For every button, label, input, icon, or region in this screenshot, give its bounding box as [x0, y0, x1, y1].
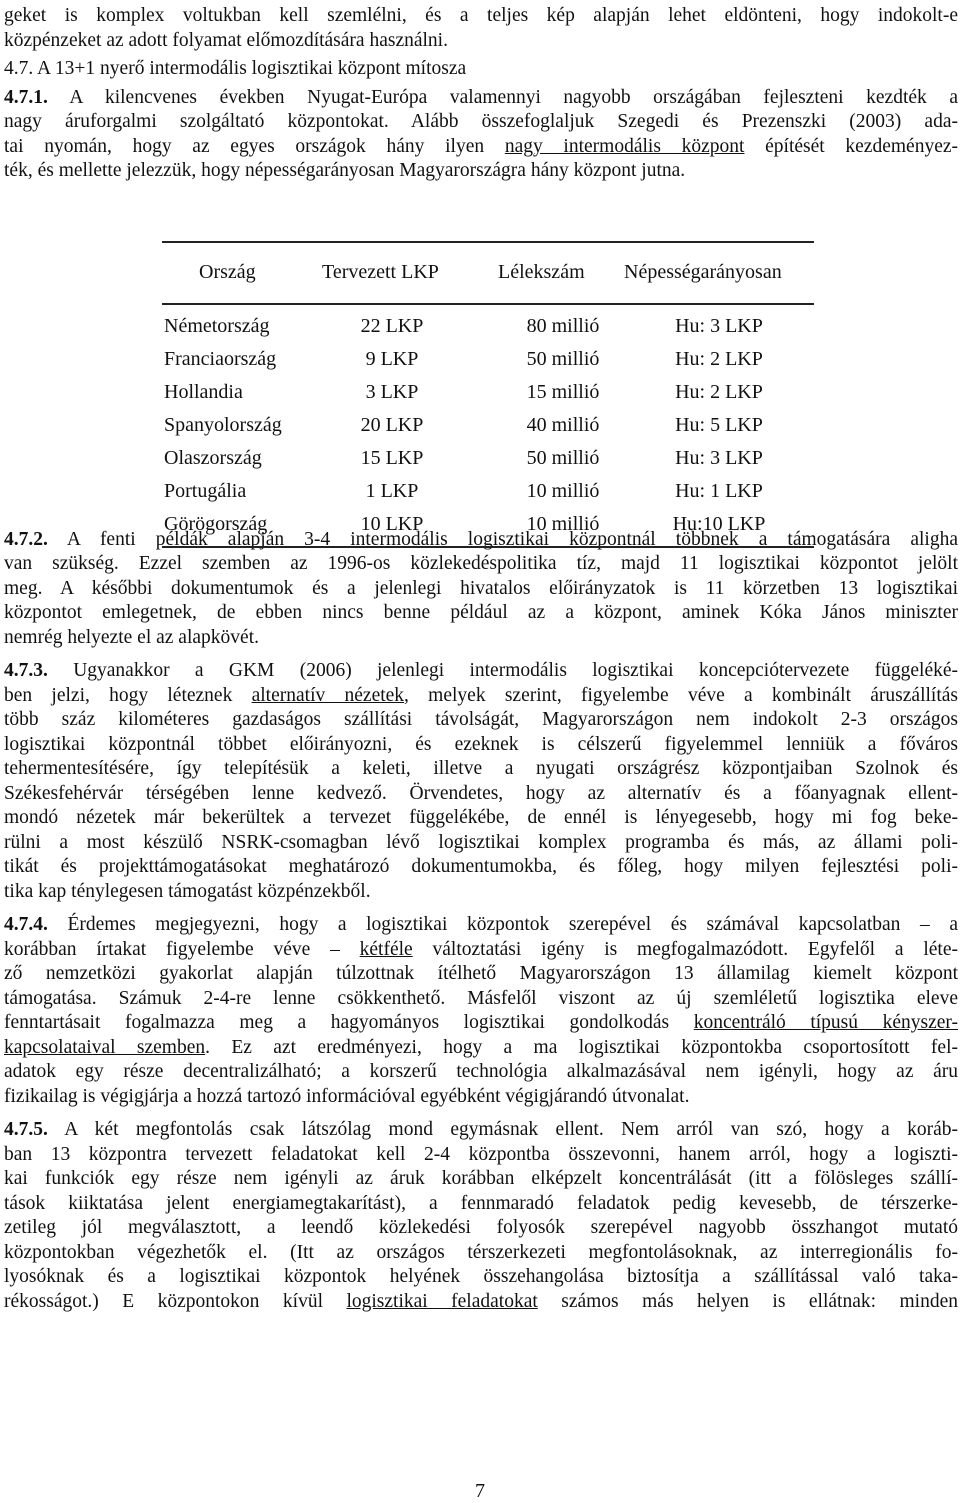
cell-population: 80 millió [526, 315, 600, 337]
paragraph-4-7-3-line-1 [4, 659, 958, 684]
cell-lkp: 3 LKP [365, 381, 419, 403]
lkp-table [162, 241, 814, 548]
paragraph-4-7-4-line-5 [4, 1011, 958, 1036]
paragraph-4-7-3-line-9: tikát és projekttámogatásokat meghatározó dokumentumokba, és főleg, hogy milyen fejlesztési poli- [4, 856, 958, 877]
cell-proportional: Hu:10 LKP [672, 513, 766, 535]
text-span: . Ez azt eredményezi, hogy a ma logisztikai központokba csoportosított fel- [205, 1036, 958, 1058]
paragraph-text: A kilencvenes években Nyugat-Európa valamennyi nagyobb országában fejleszteni kezdték a [47, 86, 958, 108]
cell-proportional: Hu: 1 LKP [675, 480, 763, 502]
header-population: Lélekszám [498, 261, 585, 283]
underlined-term: kapcsolataival szemben [4, 1036, 206, 1058]
intro-line-1: geket is komplex voltukban kell szemlélni, és a teljes kép alapján lehet eldönteni, hogy indokolt-e [4, 5, 958, 26]
paragraph-text: A fenti példák alapján 3-4 intermodális logisztikai központnál többnek a támogatására aligha [47, 528, 958, 550]
cell-population: 40 millió [526, 414, 600, 436]
header-proportional: Népességarányosan [624, 261, 782, 283]
paragraph-4-7-2-line-3: meg. A későbbi dokumentumok és a jelenlegi hivatalos előirányzatok is 11 körzetben 13 logisztikai [4, 577, 958, 599]
paragraph-4-7-2-line-4: központot emlegetnek, de ebben nincs benne például az a központ, aminek Kóka János miniszter [4, 602, 958, 623]
paragraph-number: 4.7.3. [4, 660, 48, 681]
document-page [4, 0, 958, 1314]
cell-proportional: Hu: 5 LKP [675, 414, 763, 436]
cell-proportional: Hu: 2 LKP [675, 348, 763, 370]
cell-lkp: 22 LKP [360, 315, 424, 337]
cell-country: Spanyolország [164, 414, 282, 436]
text-span: építését kezdeményez- [744, 135, 958, 157]
cell-country: Olaszország [164, 447, 262, 469]
cell-lkp: 10 LKP [360, 513, 424, 535]
text-span: , melyek szerint, figyelembe véve a kombinált áruszállítás [404, 684, 958, 706]
table-row [162, 410, 814, 443]
paragraph-4-7-3-line-2 [4, 684, 958, 709]
text-span: fenntartásait fogalmazza meg a hagyományos logisztikai gondolkodás [4, 1012, 694, 1033]
paragraph-4-7-4-line-4: támogatása. Számuk 2-4-re lenne csökkenthető. Másfelől viszont az új szemléletű logisztika eleve [4, 987, 958, 1009]
text-span: változtatási igény is megfogalmazódott. Egyfelől a léte- [412, 938, 958, 960]
paragraph-4-7-4-line-1 [4, 913, 958, 938]
cell-proportional: Hu: 3 LKP [675, 447, 763, 469]
paragraph-4-7-5-line-3: kai funkciók egy része nem igényli az áruk korábban elképzelt koncentrálását (itt a fölösleges szállí- [4, 1168, 958, 1189]
cell-population: 10 millió [526, 513, 600, 535]
cell-proportional: Hu: 2 LKP [675, 381, 763, 403]
table-row [162, 377, 814, 410]
table-row [162, 344, 814, 377]
paragraph-4-7-1-line-2: nagy áruforgalmi szolgáltató központokat. Alább összefoglaljuk Szegedi és Prezenszki (2003) ada- [4, 111, 958, 132]
paragraph-4-7-3-line-8: rülni a most készülő NSRK-csomagban lévő logisztikai komplex programba és más, az állami poli- [4, 831, 958, 853]
table-row [162, 476, 814, 509]
paragraph-4-7-5-line-1 [4, 1118, 958, 1143]
paragraph-4-7-3-line-3: több száz kilométeres gazdaságos szállítási távolságát, Magyarországon nem indokolt 2-3 országos [4, 709, 958, 730]
cell-lkp: 20 LKP [360, 414, 424, 436]
underlined-term: alternatív nézetek [251, 684, 405, 706]
paragraph-4-7-5-line-5: zetileg jól megválasztott, a leendő közlekedési folyosók szerepével nagyobb összhangot mutató [4, 1217, 958, 1238]
paragraph-4-7-1-line-3 [4, 135, 958, 160]
paragraph-4-7-5-line-8 [4, 1290, 958, 1315]
cell-population: 50 millió [526, 348, 600, 370]
cell-lkp: 15 LKP [360, 447, 424, 469]
paragraph-number: 4.7.2. [4, 528, 48, 550]
paragraph-4-7-5-line-7: lyosóknak és a logisztikai központok helyének összehangolása biztosítja a szállítással való taka- [4, 1266, 958, 1287]
underlined-term: koncentráló típusú kényszer- [693, 1012, 958, 1033]
paragraph-number: 4.7.1. [4, 86, 48, 108]
underlined-term: nagy intermodális központ [504, 135, 745, 157]
header-country: Ország [199, 261, 256, 283]
text-span: rékosságot.) E központokon kívül [4, 1290, 347, 1312]
paragraph-4-7-3-line-5: tehermentesítésére, így telepítésük a keleti, illetve a nyugati országrész központjaiban Szolnok és [4, 758, 958, 779]
paragraph-4-7-5-line-4: tások kiiktatása jelent energiamegtakarítást), a fennmaradó feladatok pedig kevesebb, de térszerke- [4, 1192, 958, 1214]
cell-population: 10 millió [526, 480, 600, 502]
paragraph-4-7-4-line-7: adatok egy része decentralizálható; a korszerű technológia alkalmazásával nem igényli, hogy az áru [4, 1061, 958, 1082]
table-body [162, 305, 814, 546]
cell-population: 50 millió [526, 447, 600, 469]
paragraph-4-7-3-line-6: Székesfehérvár térségében lenne kedvező. Örvendetes, hogy az alternatív és a főanyagnak ellent- [4, 782, 958, 804]
paragraph-4-7-5-line-6: központokban végezhetők el. (Itt az országos térszerkezeti megfontolásoknak, az interregionális fo- [4, 1241, 958, 1263]
cell-country: Németország [164, 315, 270, 337]
paragraph-4-7-4-line-3: ző nemzetközi gyakorlat alapján túlzottnak ítélhető Magyarországon 13 államilag kiemelt központ [4, 963, 958, 984]
paragraph-4-7-4-line-2 [4, 938, 958, 963]
table-row [162, 509, 814, 542]
paragraph-4-7-3-line-7: mondó nézetek már bekerültek a tervezet függelékébe, de ennél is lényegesebb, hogy mi fog beke- [4, 807, 958, 828]
header-planned-lkp: Tervezett LKP [322, 261, 439, 283]
paragraph-text: Érdemes megjegyezni, hogy a logisztikai központok szerepével és számával kapcsolatban – a [47, 914, 958, 935]
text-span: tai nyomán, hogy az egyes országok hány ilyen [4, 135, 505, 157]
intro-line-2: közpénzeket az adott folyamat előmozdítására használni. [4, 29, 448, 51]
section-heading-4-7: 4.7. A 13+1 nyerő intermodális logisztikai központ mítosza [4, 58, 467, 79]
table-row [162, 443, 814, 476]
cell-lkp: 1 LKP [365, 480, 419, 502]
underlined-term: kétféle [359, 938, 413, 960]
underlined-term: logisztikai feladatokat [346, 1290, 538, 1312]
cell-country: Franciaország [164, 348, 277, 370]
cell-country: Portugália [164, 480, 247, 502]
paragraph-number: 4.7.4. [4, 914, 48, 935]
table-row [162, 311, 814, 344]
paragraph-4-7-3-line-10: tika kap ténylegesen támogatást közpénzekből. [4, 880, 371, 902]
text-span: ben jelzi, hogy léteznek [4, 684, 252, 706]
text-span: korábban írtakat figyelembe véve – [4, 938, 360, 960]
cell-population: 15 millió [526, 381, 600, 403]
cell-country: Hollandia [164, 381, 243, 403]
paragraph-4-7-2-line-5: nemrég helyezte el az alapkövét. [4, 626, 259, 648]
paragraph-text: Ugyanakkor a GKM (2006) jelenlegi intermodális logisztikai koncepciótervezete függeléké- [47, 660, 958, 681]
page-number: 7 [475, 1480, 485, 1502]
paragraph-4-7-3-line-4: logisztikai központnál többet előirányozni, és ezeknek is célszerű figyelemmel lenniük a főváros [4, 733, 958, 755]
table-header-row [162, 243, 814, 305]
paragraph-4-7-4-line-6 [4, 1036, 958, 1061]
cell-lkp: 9 LKP [365, 348, 419, 370]
paragraph-4-7-1-line-1 [4, 86, 958, 111]
paragraph-4-7-5-line-2: ban 13 központra tervezett feladatokat kell 2-4 központba összevonni, hanem arról, hogy a logiszti- [4, 1143, 958, 1165]
cell-country: Görögország [164, 513, 268, 535]
text-span: számos más helyen is ellátnak: minden [537, 1290, 958, 1312]
paragraph-4-7-4-line-8: fizikailag is végigjárja a hozzá tartozó információval egyébként végigjárandó útvonalat. [4, 1085, 690, 1107]
paragraph-text: A két megfontolás csak látszólag mond egymásnak ellent. Nem arról van szó, hogy a koráb- [47, 1119, 958, 1140]
cell-proportional: Hu: 3 LKP [675, 315, 763, 337]
paragraph-4-7-1-line-4: ték, és mellette jelezzük, hogy népességarányosan Magyarországra hány központ jutna. [4, 160, 686, 181]
paragraph-4-7-2-line-2: van szükség. Ezzel szemben az 1996-os közlekedéspolitika tíz, majd 11 logisztikai központot jelölt [4, 553, 958, 574]
paragraph-number: 4.7.5. [4, 1119, 48, 1140]
